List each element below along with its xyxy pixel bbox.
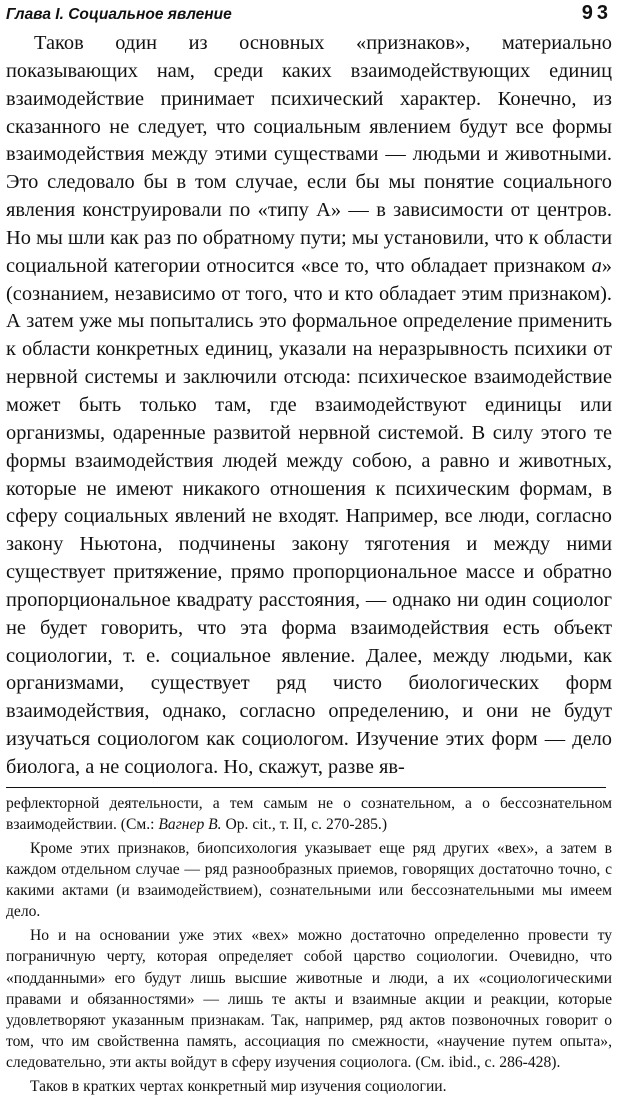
main-paragraph xyxy=(6,30,612,782)
footnote-continuation xyxy=(6,793,612,835)
footnote-1-text: рефлекторной деятельности, а тем самым не о сознательном, а о бессознательном взаимодействии. (См.: xyxy=(6,794,612,833)
main-paragraph-continuation: » (сознанием, независимо от того, что и кто обладает этим признаком). А затем уже мы попытались это формальное определение применить к области конкретных единиц, указали на неразрывность психики от нервной системы и заключили отсюда: психическое взаимодействие может быть только там, где взаимодействуют единицы или организмы, одаренные развитой нервной системой. В силу этого те формы взаимодействия людей между собою, а равно и животных, которые не имеют никакого отношения к психическим формам, в сферу социальных явлений не входят. Например, все люди, согласно закону Ньютона, подчинены закону тяготения и между ними существует притяжение, прямо пропорциональное массе и обратно пропорциональное квадрату расстояния, — однако ни один социолог не будет говорить, что эта форма взаимодействия есть объект социологии, т. е. социальное явление. Далее, между людьми, как организмами, существует ряд чисто биологических форм взаимодействия, однако, согласно определению, и они не будут изучаться социологом как социологом. Изучение этих форм — дело биолога, а не социолога. Но, скажут, разве яв- xyxy=(6,254,612,778)
page-header xyxy=(6,2,612,26)
main-paragraph-text: Таков один из основных «признаков», материально показывающих нам, среди каких взаимодействующих единиц взаимодействие принимает психический характер. Конечно, из сказанного не следует, что социальным явлением будут все формы взаимодействия между этими существами — людьми и животными. Это следовало бы в том случае, если бы мы понятие социального явления конструировали по «типу А» — в зависимости от центров. Но мы шли как раз по обратному пути; мы установили, что к области социальной категории относится «все то, что обладает признаком xyxy=(6,32,612,277)
footnote-1-citation: Op. cit., т. II, с. 270-285.) xyxy=(221,815,388,833)
page-number: 93 xyxy=(581,2,612,24)
footnote-separator xyxy=(6,787,606,788)
footnote-1-author: Вагнер В. xyxy=(158,815,222,833)
italic-letter-a: а xyxy=(591,254,602,277)
footnote-paragraph-2: Кроме этих признаков, биопсихология указывает еще ряд других «вех», а затем в каждом отдельном случае — ряд разнообразных приемов, говорящих достаточно точно, с какими актами (и взаимодействием), сознательными или бессознательными мы имеем дело. xyxy=(6,839,612,921)
footnote-paragraph-3: Но и на основании уже этих «вех» можно достаточно определенно провести ту пограничную черту, которая определяет собой царство социологии. Очевидно, что «подданными» его будут лишь высшие животные и люди, а их «социологическими правами и обязанностями» — лишь те акты и взаимные акции и реакции, которые удовлетворяют указанным признакам. Так, например, ряд актов позвоночных говорит о том, что им свойственна память, ассоциация по смежности, «научение путем опыта», следовательно, эти акты войдут в сферу изучения социолога. (См. ibid., с. 286-428). xyxy=(6,927,612,1071)
running-head: Глава I. Социальное явление xyxy=(6,6,232,23)
footnote-paragraph-4: Таков в кратких чертах конкретный мир изучения социологии. xyxy=(30,1078,447,1095)
